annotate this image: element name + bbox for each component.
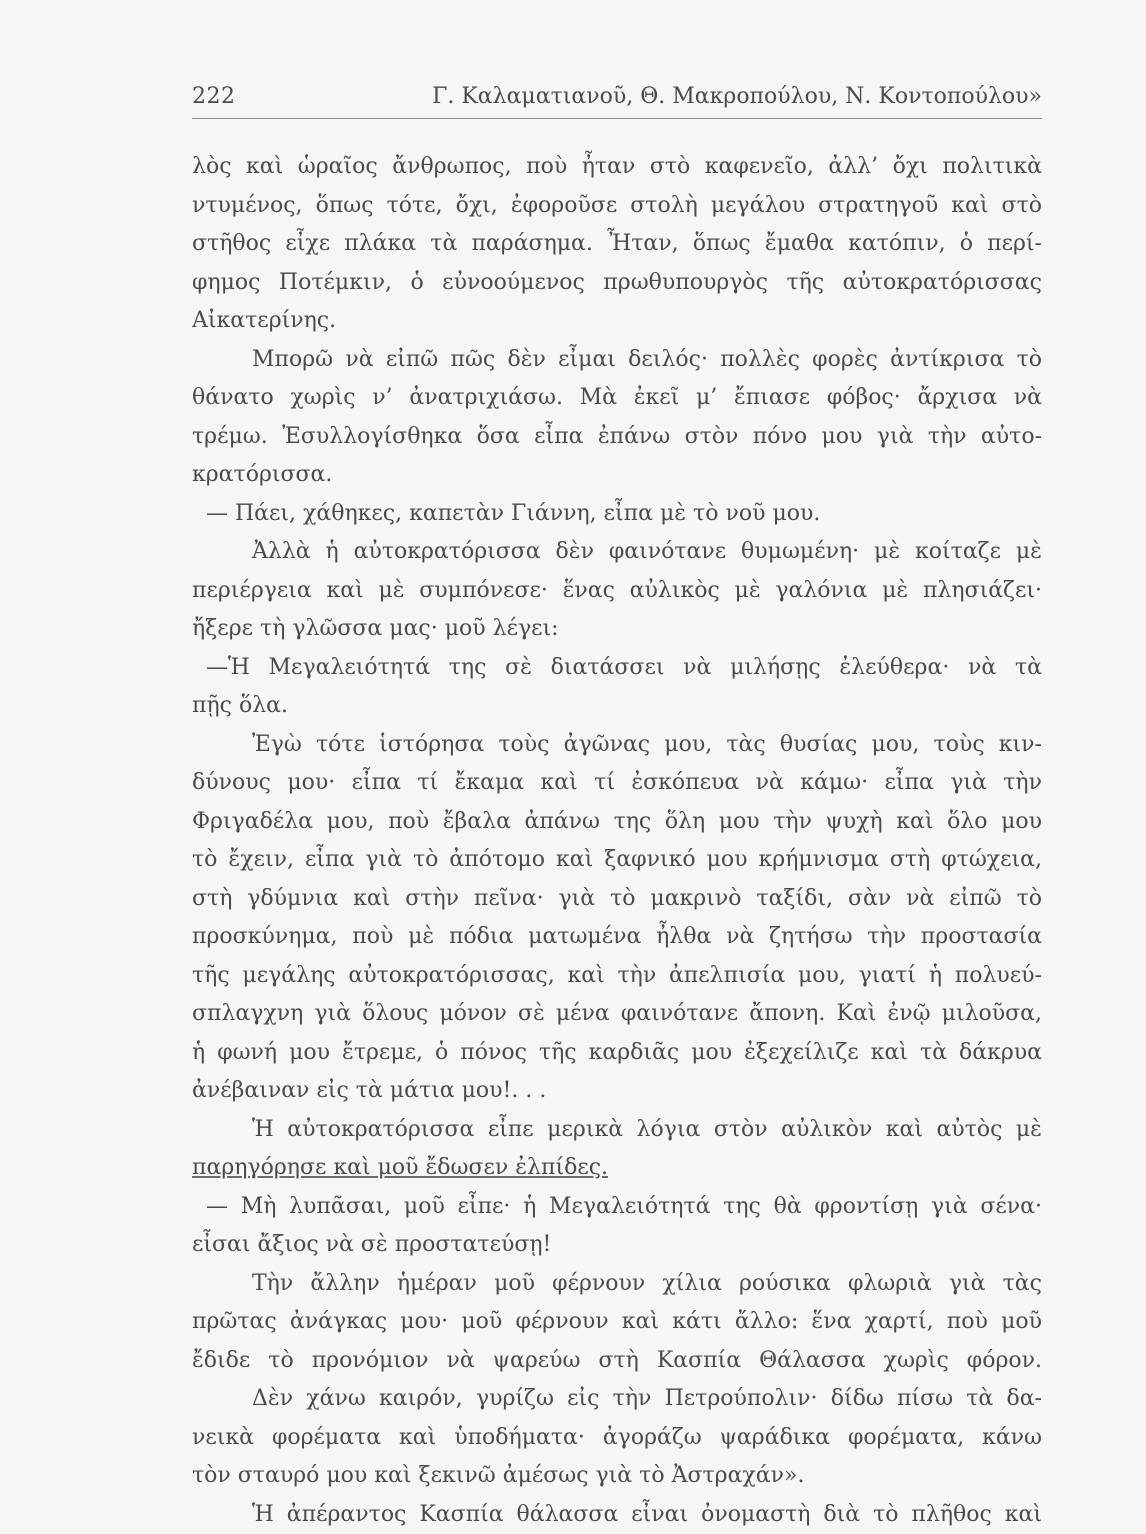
text-line: πρῶτας ἀνάγκας μου· μοῦ φέρνουν καὶ κάτι ἄλλο: ἕνα χαρτί, ποὺ μοῦ [192, 1303, 1042, 1342]
text-line: Ἐγὼ τότε ἱστόρησα τοὺς ἀγῶνας μου, τὰς θυσίας μου, τοὺς κιν- [192, 726, 1042, 765]
text-line: σπλαγχνη γιὰ ὅλους μόνον σὲ μένα φαινότανε ἄπονη. Καὶ ἐνῷ μιλοῦσα, [192, 995, 1042, 1034]
text-line: κρατόρισσα. [192, 456, 1042, 495]
text-line: στὴ γδύμνια καὶ στὴν πεῖνα· γιὰ τὸ μακρινὸ ταξίδι, σὰν νὰ εἰπῶ τὸ [192, 880, 1042, 919]
text-line: λὸς καὶ ὡραῖος ἄνθρωπος, ποὺ ἦταν στὸ καφενεῖο, ἀλλ’ ὄχι πολιτικὰ [192, 148, 1042, 187]
page-header [192, 84, 1042, 119]
text-line: Τὴν ἄλλην ἡμέραν μοῦ φέρνουν χίλια ρούσικα φλωριὰ γιὰ τὰς [192, 1265, 1042, 1304]
text-line: δύνους μου· εἶπα τί ἔκαμα καὶ τί ἐσκόπευα νὰ κάμω· εἶπα γιὰ τὴν [192, 764, 1042, 803]
text-line: Μπορῶ νὰ εἰπῶ πῶς δὲν εἶμαι δειλός· πολλὲς φορὲς ἀντίκρισα τὸ [192, 341, 1042, 380]
page-number: 222 [192, 84, 236, 109]
text-line: Φριγαδέλα μου, ποὺ ἔβαλα ἀπάνω της ὅλη μου τὴν ψυχὴ καὶ ὅλο μου [192, 803, 1042, 842]
text-line: φημος Ποτέμκιν, ὁ εὐνοούμενος πρωθυπουργὸς τῆς αὐτοκρατόρισσας [192, 264, 1042, 303]
text-line: πῇς ὅλα. [192, 687, 1042, 726]
body-text [192, 148, 1042, 1534]
text-line: ντυμένος, ὅπως τότε, ὄχι, ἐφοροῦσε στολὴ μεγάλου στρατηγοῦ καὶ στὸ [192, 187, 1042, 226]
text-line: προσκύνημα, ποὺ μὲ πόδια ματωμένα ἦλθα νὰ ζητήσω τὴν προστασία [192, 918, 1042, 957]
text-line: Αἰκατερίνης. [192, 302, 1042, 341]
text-line: περιέργεια καὶ μὲ συμπόνεσε· ἕνας αὐλικὸς μὲ γαλόνια μὲ πλησιάζει· [192, 572, 1042, 611]
text-line: θάνατο χωρὶς ν’ ἀνατριχιάσω. Μὰ ἐκεῖ μ’ ἔπιασε φόβος· ἄρχισα νὰ [192, 379, 1042, 418]
text-line: Ἀλλὰ ἡ αὐτοκρατόρισσα δὲν φαινότανε θυμωμένη· μὲ κοίταζε μὲ [192, 533, 1042, 572]
text-line: —Ἡ Μεγαλειότητά της σὲ διατάσσει νὰ μιλήσῃς ἐλεύθερα· νὰ τὰ [192, 649, 1042, 688]
text-line: τὸν σταυρό μου καὶ ξεκινῶ ἀμέσως γιὰ τὸ Ἀστραχάν». [192, 1457, 1042, 1496]
text-line: ἔδιδε τὸ προνόμιον νὰ ψαρεύω στὴ Κασπία Θάλασσα χωρὶς φόρον. [192, 1342, 1042, 1381]
text-line: — Μὴ λυπᾶσαι, μοῦ εἶπε· ἡ Μεγαλειότητά της θὰ φροντίσῃ γιὰ σένα· [192, 1188, 1042, 1227]
text-line: ἤξερε τὴ γλῶσσα μας· μοῦ λέγει: [192, 610, 1042, 649]
running-head: Γ. Καλαματιανοῦ, Θ. Μακροπούλου, Ν. Κοντοπούλου» [432, 84, 1042, 109]
text-line: — Πάει, χάθηκες, καπετὰν Γιάννη, εἶπα μὲ τὸ νοῦ μου. [192, 495, 1042, 534]
text-line: τὸ ἔχειν, εἶπα γιὰ τὸ ἀπότομο καὶ ξαφνικό μου κρήμνισμα στὴ φτώχεια, [192, 841, 1042, 880]
text-line: εἶσαι ἄξιος νὰ σὲ προστατεύσῃ! [192, 1226, 1042, 1265]
text-line: στῆθος εἶχε πλάκα τὰ παράσημα. Ἦταν, ὅπως ἔμαθα κατόπιν, ὁ περί- [192, 225, 1042, 264]
text-line: νεικὰ φορέματα καὶ ὑποδήματα· ἀγοράζω ψαράδικα φορέματα, κάνω [192, 1419, 1042, 1458]
text-line: Ἡ ἀπέραντος Κασπία θάλασσα εἶναι ὀνομαστὴ διὰ τὸ πλῆθος καὶ [192, 1496, 1042, 1534]
text-line: τῆς μεγάλης αὐτοκρατόρισσας, καὶ τὴν ἀπελπισία μου, γιατί ἡ πολυεύ- [192, 957, 1042, 996]
text-line: τρέμω. Ἐσυλλογίσθηκα ὅσα εἶπα ἐπάνω στὸν πόνο μου γιὰ τὴν αὐτο- [192, 418, 1042, 457]
text-line: ἀνέβαιναν εἰς τὰ μάτια μου!. . . [192, 1072, 1042, 1111]
text-line: παρηγόρησε καὶ μοῦ ἔδωσεν ἐλπίδες. [192, 1149, 1042, 1188]
text-line: Ἡ αὐτοκρατόρισσα εἶπε μερικὰ λόγια στὸν αὐλικὸν καὶ αὐτὸς μὲ [192, 1111, 1042, 1150]
text-line: ἡ φωνή μου ἔτρεμε, ὁ πόνος τῆς καρδιᾶς μου ἐξεχείλιζε καὶ τὰ δάκρυα [192, 1034, 1042, 1073]
text-line: Δὲν χάνω καιρόν, γυρίζω εἰς τὴν Πετρούπολιν· δίδω πίσω τὰ δα- [192, 1380, 1042, 1419]
